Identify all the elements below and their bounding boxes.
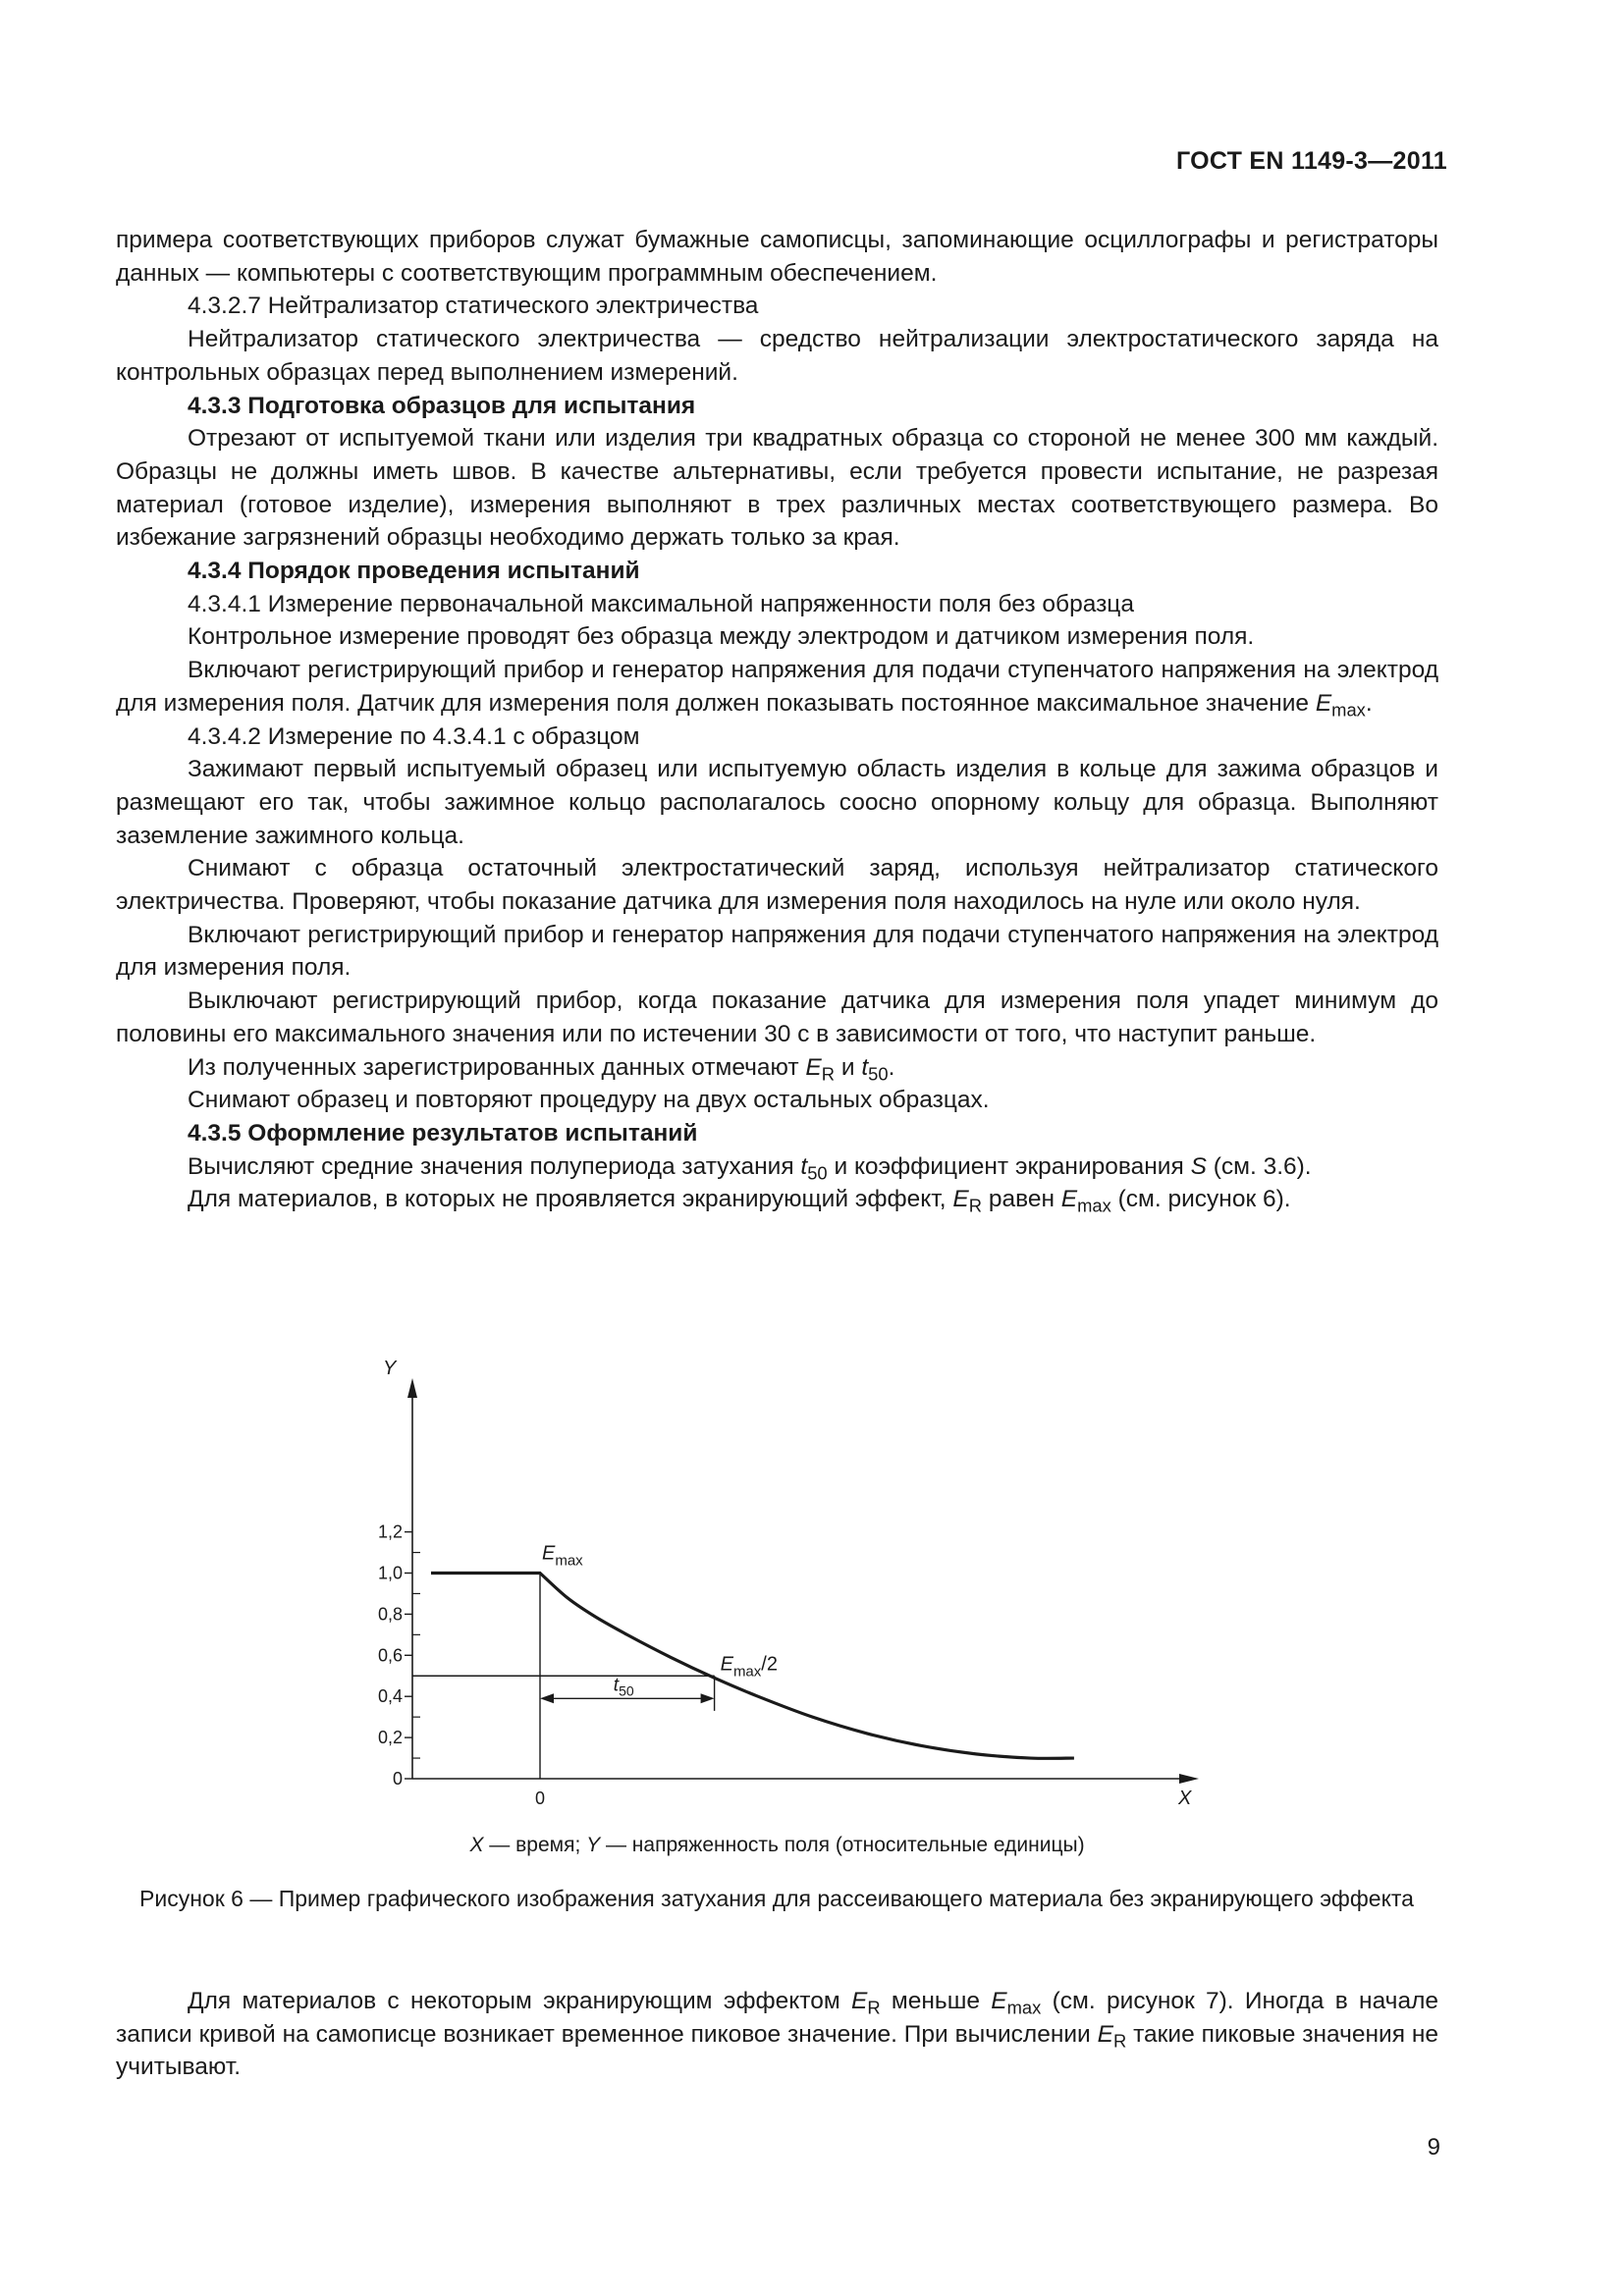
- paragraph: Контрольное измерение проводят без образца между электродом и датчиком измерения поля.: [188, 623, 1255, 651]
- t50-label: $t_{50}$: [613, 1675, 634, 1699]
- paragraph: Для материалов с некоторым экранирующим эффектом $E_R$ меньше $E_{max}$ (см. рисунок 7). Иногда в начале записи кривой на самописце возникает временное пиковое значение. При вычислении $E_R$ такие пиковые значения не учитывают.: [116, 1988, 1439, 2081]
- document-header: ГОСТ EN 1149-3—2011: [1175, 147, 1447, 175]
- paragraph: 4.3.4.2 Измерение по 4.3.4.1 с образцом: [188, 722, 640, 750]
- paragraph: примера соответствующих приборов служат бумажные самописцы, запоминающие осциллографы и регистраторы данных — компьютеры с соответствующим программным обеспечением.: [116, 227, 1438, 287]
- paragraph: 4.3.4.1 Измерение первоначальной максимальной напряженности поля без образца: [188, 590, 1134, 617]
- y-tick-label: 0,6: [377, 1645, 403, 1666]
- t50-arrow-right-head: [701, 1693, 715, 1703]
- figure-6: [324, 1355, 1208, 1836]
- paragraph: Нейтрализатор статического электричества — средство нейтрализации электростатического заряда на контрольных образцах перед выполнением измерений.: [116, 326, 1438, 386]
- paragraph: Из полученных зарегистрированных данных отмечают $E_R$ и $t_{50}$.: [188, 1053, 895, 1085]
- decay-chart: [324, 1355, 1208, 1836]
- body-text: [116, 224, 1438, 1216]
- figure-legend: X — время; Y — напряженность поля (относительные единицы): [469, 1834, 1085, 1856]
- y-axis-label: Y: [383, 1358, 397, 1379]
- x-axis-label: X: [1178, 1788, 1192, 1809]
- paragraph: Выключают регистрирующий прибор, когда показание датчика для измерения поля упадет минимум до половины его максимального значения или по истечении 30 с в зависимости от того, что наступит раньше.: [116, 988, 1438, 1047]
- x-axis-arrow: [1179, 1774, 1199, 1784]
- y-axis-arrow: [407, 1378, 417, 1398]
- paragraph: 4.3.5 Оформление результатов испытаний: [188, 1119, 698, 1147]
- paragraph: 4.3.2.7 Нейтрализатор статического электричества: [188, 293, 759, 320]
- y-tick-label: 1,2: [377, 1522, 403, 1542]
- y-tick-label: 1,0: [377, 1563, 403, 1583]
- paragraph: Снимают образец и повторяют процедуру на двух остальных образцах.: [188, 1087, 990, 1114]
- half-emax-label: $E_{max}/2$: [720, 1653, 778, 1681]
- emax-label: $E_{max}$: [542, 1542, 583, 1570]
- paragraph: Снимают с образца остаточный электростатический заряд, используя нейтрализатор статического электричества. Проверяют, чтобы показание датчика для измерения поля находилось на нуле или около нуля.: [116, 855, 1438, 916]
- page-number: 9: [1427, 2134, 1440, 2161]
- paragraph: Включают регистрирующий прибор и генератор напряжения для подачи ступенчатого напряжения на электрод для измерения поля.: [116, 921, 1438, 982]
- paragraph: Включают регистрирующий прибор и генератор напряжения для подачи ступенчатого напряжения на электрод для измерения поля. Датчик для измерения поля должен показывать постоянное максимальное значение $E_{max}$.: [116, 657, 1438, 721]
- x-tick-label: 0: [534, 1789, 546, 1808]
- y-tick-label: 0,8: [377, 1604, 403, 1625]
- figure-caption: Рисунок 6 — Пример графического изображения затухания для рассеивающего материала без экранирующего эффекта: [139, 1886, 1414, 1911]
- y-tick-label: 0,4: [377, 1686, 403, 1707]
- paragraph: Вычисляют средние значения полупериода затухания $t_{50}$ и коэффициент экранирования S (см. 3.6).: [188, 1152, 1312, 1184]
- y-tick-label: 0: [392, 1769, 403, 1789]
- paragraph: 4.3.3 Подготовка образцов для испытания: [188, 392, 696, 419]
- y-tick-label: 0,2: [377, 1728, 403, 1748]
- t50-arrow-left-head: [540, 1693, 554, 1703]
- paragraph: Для материалов, в которых не проявляется экранирующий эффект, $E_R$ равен $E_{max}$ (см. рисунок 6).: [188, 1186, 1291, 1216]
- after-figure-text: [116, 1985, 1438, 2084]
- paragraph: Зажимают первый испытуемый образец или испытуемую область изделия в кольце для зажима образцов и размещают его так, чтобы зажимное кольцо располагалось соосно опорному кольцу для образца. Выполняют заземление зажимного кольца.: [116, 756, 1438, 849]
- paragraph: 4.3.4 Порядок проведения испытаний: [188, 558, 640, 585]
- paragraph: Отрезают от испытуемой ткани или изделия три квадратных образца со стороной не менее 300 мм каждый. Образцы не должны иметь швов. В качестве альтернативы, если требуется провести испытание, не разрезая материал (готовое изделие), измерения выполняют в трех различных местах соответствующего размера. Во избежание загрязнений образцы необходимо держать только за края.: [116, 425, 1438, 552]
